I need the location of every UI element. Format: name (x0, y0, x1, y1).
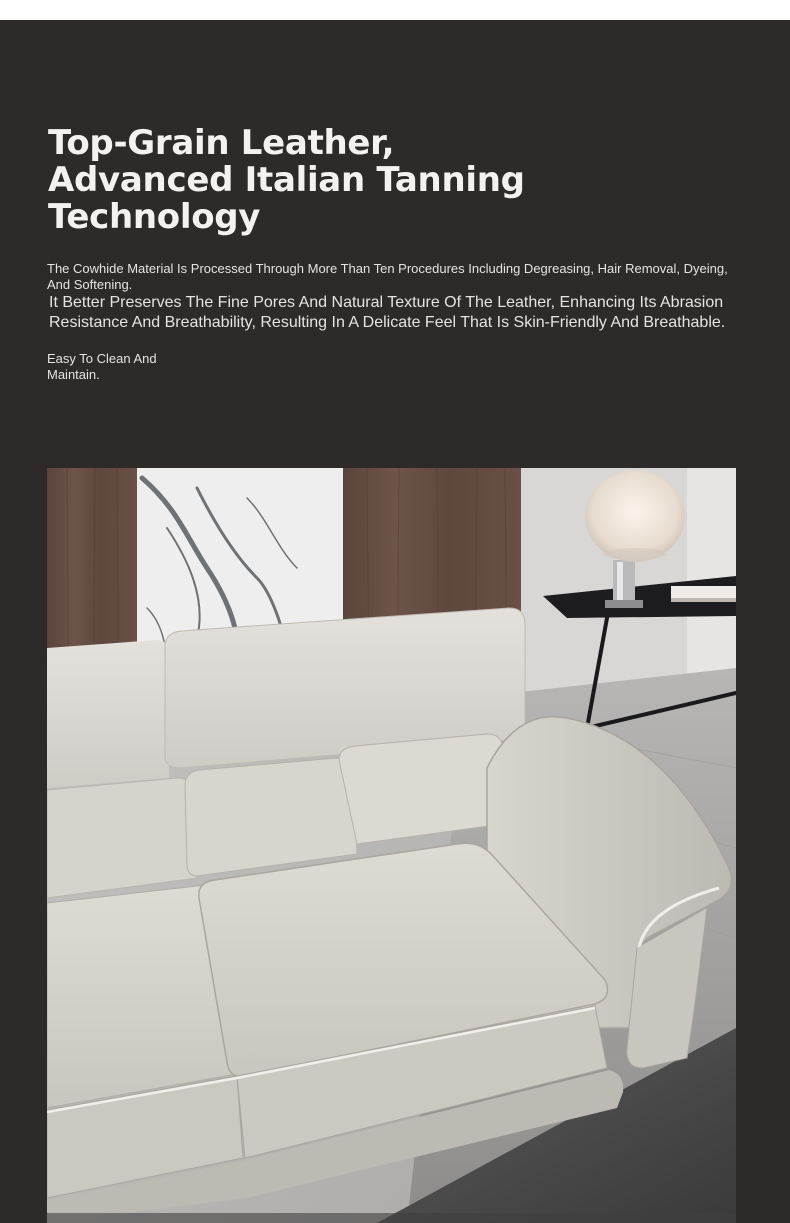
top-white-strip (0, 0, 790, 20)
headline-line-2: Advanced Italian Tanning (48, 160, 525, 200)
headline-line-3: Technology (48, 197, 261, 237)
description-processing: The Cowhide Material Is Processed Through More Than Ten Procedures Including Degreasing, Hair Removal, Dyeing, And Softening. (47, 261, 728, 292)
headline-line-1: Top-Grain Leather, (48, 123, 395, 163)
description-cleaning: Easy To Clean And Maintain. (47, 351, 157, 382)
sofa-product-photo (47, 468, 736, 1223)
description-texture: It Better Preserves The Fine Pores And Natural Texture Of The Leather, Enhancing Its Abrasion Resistance And Breathability, Resulting In A Delicate Feel That Is Skin-Friendly And Breathable. (49, 294, 726, 331)
feature-headline (48, 125, 568, 236)
leather-feature-section (0, 20, 790, 1223)
